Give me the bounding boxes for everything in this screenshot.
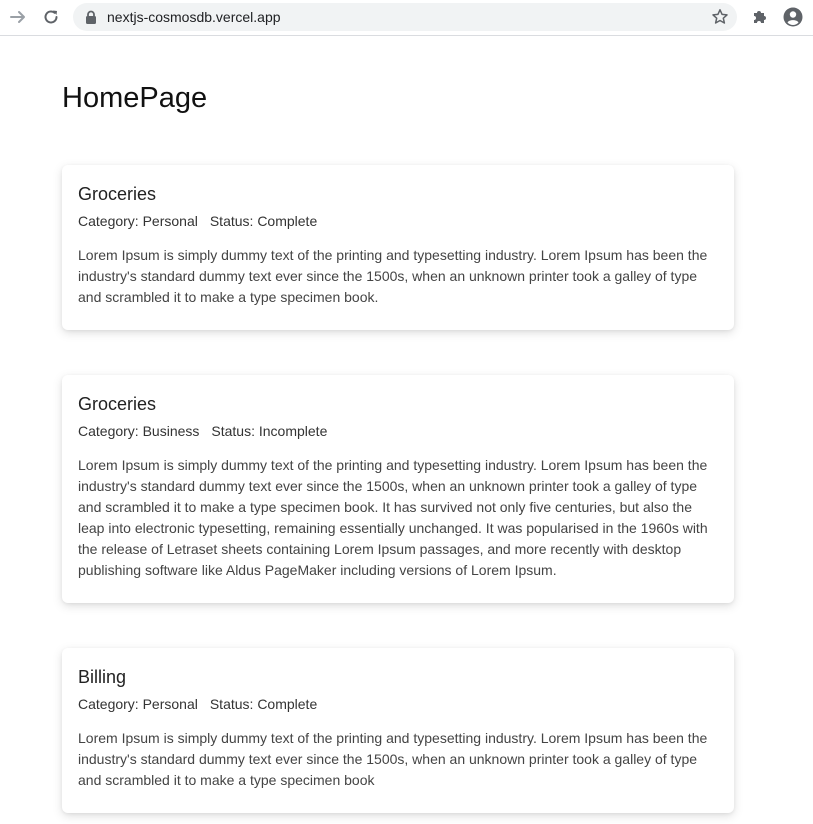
card-meta: [78, 423, 327, 439]
card-title: Groceries: [78, 184, 157, 204]
page-title: HomePage: [62, 82, 208, 114]
card-category: Category: Personal: [78, 696, 198, 712]
account-circle-icon: [783, 7, 803, 27]
card-description: Lorem Ipsum is simply dummy text of the printing and typesetting industry. Lorem Ipsum has been the industry's standard dummy text ever since the 1500s, when an unknown printer took a galley of type and scrambled it to make a type specimen book.: [78, 247, 708, 305]
forward-button[interactable]: [6, 5, 30, 29]
card-title: Billing: [78, 667, 127, 687]
card-title: Groceries: [78, 394, 157, 414]
profile-button[interactable]: [781, 5, 805, 29]
card-description: Lorem Ipsum is simply dummy text of the printing and typesetting industry. Lorem Ipsum has been the industry's standard dummy text ever since the 1500s, when an unknown printer took a galley of type and scrambled it to make a type specimen book. It has survived not only five centuries, but also the leap into electronic typesetting, remaining essentially unchanged. It was popularised in the 1960s with the release of Letraset sheets containing Lorem Ipsum passages, and more recently with desktop publishing software like Aldus PageMaker including versions of Lorem Ipsum.: [78, 457, 708, 578]
card-description: Lorem Ipsum is simply dummy text of the printing and typesetting industry. Lorem Ipsum has been the industry's standard dummy text ever since the 1500s, when an unknown printer took a galley of type and scrambled it to make a type specimen book: [78, 730, 708, 788]
browser-toolbar: [0, 0, 813, 36]
card-status: Status: Complete: [209, 213, 318, 229]
card-meta: [78, 696, 317, 712]
extensions-button[interactable]: [748, 5, 772, 29]
card-category: Category: Personal: [78, 213, 198, 229]
reload-button[interactable]: [39, 5, 63, 29]
card-meta: [78, 213, 317, 229]
address-url[interactable]: nextjs-cosmosdb.vercel.app: [107, 9, 281, 25]
lock-icon: [85, 10, 97, 24]
card-status: Status: Complete: [209, 696, 318, 712]
card-status: Status: Incomplete: [211, 423, 328, 439]
todo-card: [62, 648, 734, 813]
puzzle-icon: [751, 8, 769, 26]
arrow-right-icon: [9, 8, 27, 26]
todo-card: [62, 165, 734, 330]
todo-card: [62, 375, 734, 603]
address-bar[interactable]: [73, 3, 737, 31]
star-icon[interactable]: [711, 8, 729, 26]
reload-icon: [42, 8, 60, 26]
card-category: Category: Business: [78, 423, 200, 439]
